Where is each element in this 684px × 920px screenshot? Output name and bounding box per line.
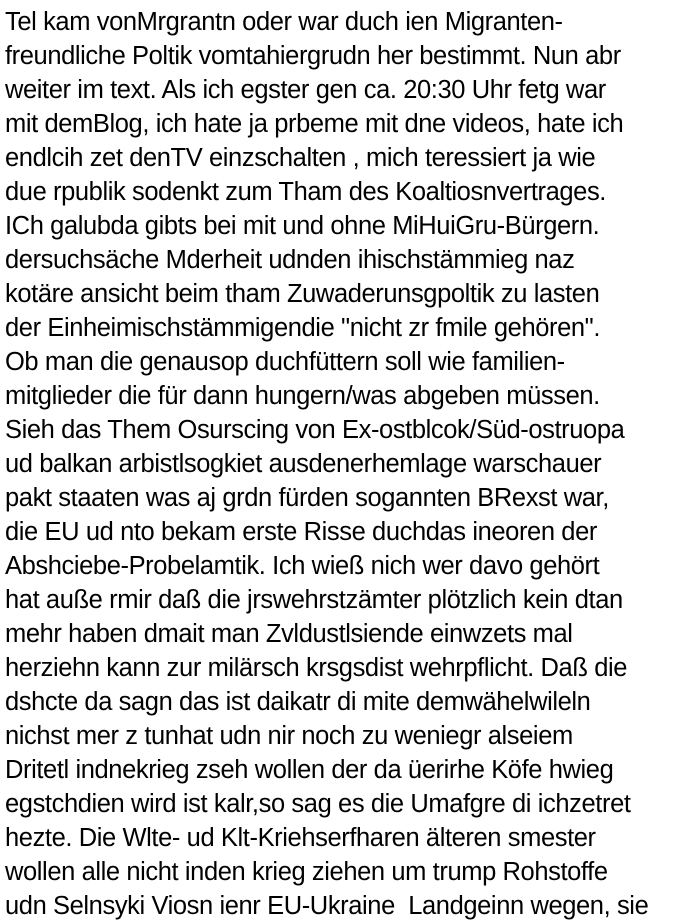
text-line: Dritetl indnekrieg zseh wollen der da üerirhe Köfe hwieg [5,756,614,784]
text-line: kotäre ansicht beim tham Zuwaderunsgpoltik zu lasten [5,280,600,308]
text-line: dshcte da sagn das ist daikatr di mite demwähelwileln [5,688,591,716]
text-line: herziehn kann zur milärsch krsgsdist wehrpflicht. Daß die [5,654,628,682]
text-paragraph [5,5,684,920]
text-line: udn Selnsyki Viosn ienr EU-Ukraine Landgeinn wegen, sie [5,892,649,920]
text-line: due rpublik sodenkt zum Tham des Koaltiosnvertrages. [5,178,606,206]
text-line: mitglieder die für dann hungern/was abgeben müssen. [5,382,600,410]
text-line: wollen alle nicht inden krieg ziehen um trump Rohstoffe [5,858,608,886]
text-line: Sieh das Them Osurscing von Ex-ostblcok/Süd-ostruopa [5,416,625,444]
text-line: weiter im text. Als ich egster gen ca. 20:30 Uhr fetg war [5,76,606,104]
text-line: dersuchsäche Mderheit udnden ihischstämmieg naz [5,246,575,274]
text-line: der Einheimischstämmigendie "nicht zr fmile gehören". [5,314,601,342]
text-line: Tel kam vonMrgrantn oder war duch ien Migranten- [5,8,563,36]
text-line: mehr haben dmait man Zvldustlsiende einwzets mal [5,620,573,648]
text-line: egstchdien wird ist kalr,so sag es die Umafgre di ichzetret [5,790,631,818]
text-line: hezte. Die Wlte- ud Klt-Kriehserfharen älteren smester [5,824,596,852]
text-line: hat auße rmir daß die jrswehrstzämter plötzlich kein dtan [5,586,623,614]
text-line: pakt staaten was aj grdn fürden sogannten BRexst war, [5,484,609,512]
text-line: nichst mer z tunhat udn nir noch zu weniegr alseiem [5,722,573,750]
text-line: endlcih zet denTV einzschalten , mich teressiert ja wie [5,144,596,172]
text-line: Abshciebe-Probelamtik. Ich wieß nich wer davo gehört [5,552,600,580]
text-line: mit demBlog, ich hate ja prbeme mit dne videos, hate ich [5,110,624,138]
text-line: Ob man die genausop duchfüttern soll wie familien- [5,348,565,376]
text-line: die EU ud nto bekam erste Risse duchdas ineoren der [5,518,597,546]
text-line: ICh galubda gibts bei mit und ohne MiHuiGru-Bürgern. [5,212,600,240]
text-line: freundliche Poltik vomtahiergrudn her bestimmt. Nun abr [5,42,621,70]
text-line: ud balkan arbistlsogkiet ausdenerhemlage warschauer [5,450,602,478]
